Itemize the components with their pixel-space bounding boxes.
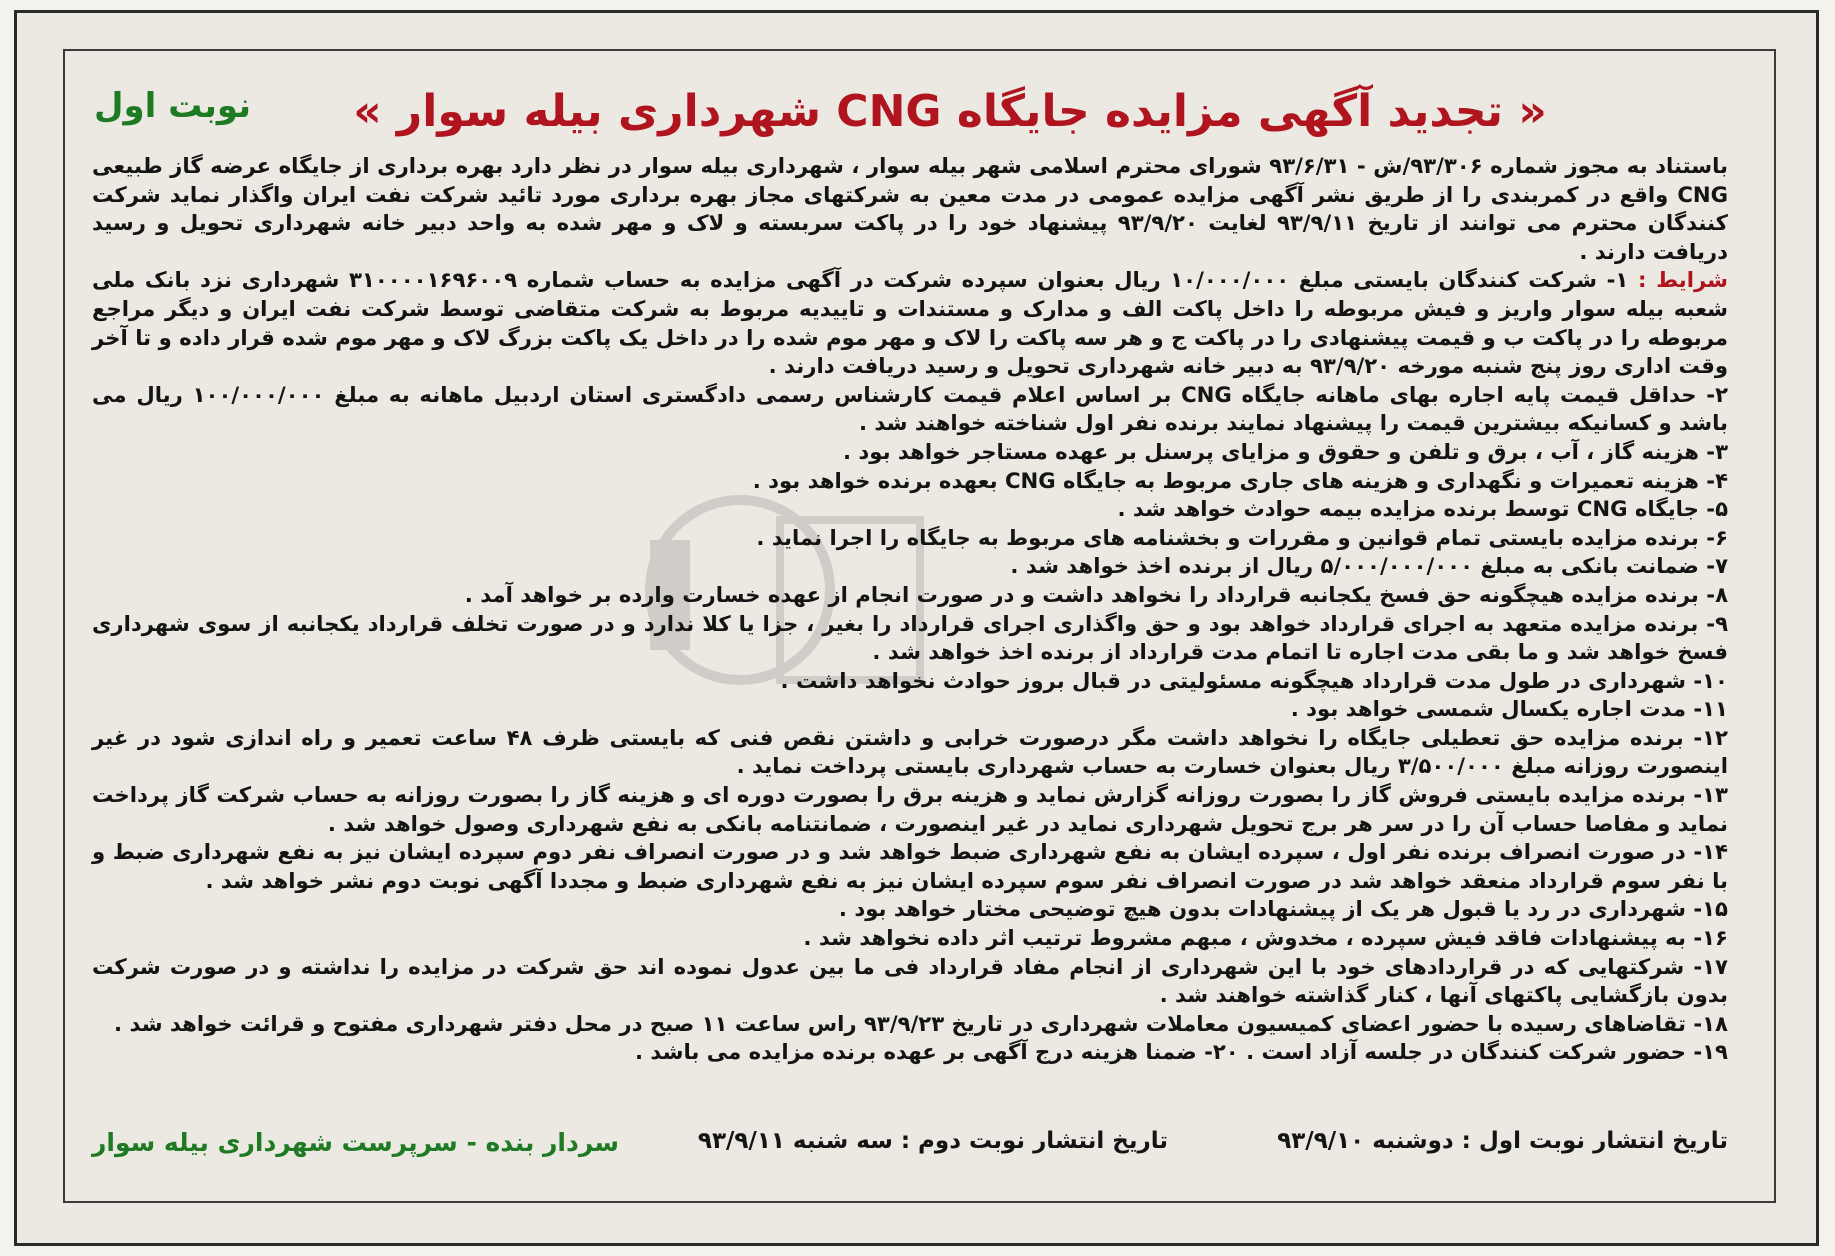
conditions-label: شرایط : <box>1637 267 1728 293</box>
ad-body <box>92 152 1728 1067</box>
intro-paragraph: باستناد به مجوز شماره ۹۳/۳۰۶/ش - ۹۳/۶/۳۱ شورای محترم اسلامی شهر بیله سوار ، شهرداری بیله سوار در نظر دارد بهره برداری از جایگاه عرضه گاز طبیعی CNG واقع در کمربندی را از طریق نشر آگهی مزایده عمومی در مدت معین به شرکتهای مجاز بهره برداری مورد تائید شرکت نفت ایران واگذار نماید شرکت کنندگان محترم می توانند از تاریخ ۹۳/۹/۱۱ لغایت ۹۳/۹/۲۰ پیشنهاد خود را در پاکت سربسته و لاک و مهر شده به واحد دبیر خانه شهرداری تحویل و رسید دریافت دارند . <box>92 153 1728 264</box>
condition-1 <box>92 266 1728 380</box>
first-publish-date: تاریخ انتشار نوبت اول : دوشنبه ۹۳/۹/۱۰ <box>1277 1128 1728 1154</box>
condition-7: ۷- ضمانت بانکی به مبلغ ۵/۰۰۰/۰۰۰/۰۰۰ ریال از برنده اخذ خواهد شد . <box>1010 553 1728 579</box>
condition-17: ۱۷- شرکتهایی که در قراردادهای خود با این شهرداری از انجام مفاد قرارداد فی ما بین عدول نموده اند حق شرکت در مزایده را نداشته و در صورت شرکت بدون بازگشایی پاکتهای آنها ، کنار گذاشته خواهند شد . <box>92 953 1728 1008</box>
condition-text: ۱- شرکت کنندگان بایستی مبلغ ۱۰/۰۰۰/۰۰۰ ریال بعنوان سپرده شرکت در آگهی مزایده به حساب شماره ۳۱۰۰۰۰۱۶۹۶۰۰۹ شهرداری نزد بانک ملی شعبه بیله سوار واریز و فیش مربوطه را داخل پاکت الف و مدارک و مستندات و تاییدیه مربوط به شرکت متقاضی توسط شرکت نفت ایران و دیگر مراجع مربوطه را در پاکت ب و قیمت پیشنهادی را در پاکت ج و هر سه پاکت را لاک و مهر موم شده را در داخل یک پاکت بزرگ لاک و مهر موم شده قرار داده و تا آخر وقت اداری روز پنج شنبه مورخه ۹۳/۹/۲۰ به دبیر خانه شهرداری تحویل و رسید دریافت دارند . <box>92 267 1728 379</box>
ad-title: « تجدید آگهی مزایده جایگاه CNG شهرداری بیله سوار » <box>353 86 1547 137</box>
condition-4: ۴- هزینه تعمیرات و نگهداری و هزینه های جاری مربوط به جایگاه CNG بعهده برنده خواهد بود . <box>752 467 1728 493</box>
condition-10: ۱۰- شهرداری در طول مدت قرارداد هیچگونه مسئولیتی در قبال بروز حوادث نخواهد داشت . <box>780 667 1728 693</box>
signature: سردار بنده - سرپرست شهرداری بیله سوار <box>92 1128 619 1157</box>
condition-5: ۵- جایگاه CNG توسط برنده مزایده بیمه حوادث خواهد شد . <box>1117 496 1728 522</box>
condition-14: ۱۴- در صورت انصراف برنده نفر اول ، سپرده ایشان به نفع شهرداری ضبط خواهد شد و در صورت انصراف نفر دوم سپرده ایشان نیز به نفع شهرداری ضبط و با نفر سوم قرارداد منعقد خواهد شد در صورت انصراف نفر سوم سپرده ایشان نیز به نفع شهرداری ضبط و مجددا آگهی نوبت دوم نشر خواهد شد . <box>92 839 1728 893</box>
condition-19-20: ۱۹- حضور شرکت کنندگان در جلسه آزاد است . ۲۰- ضمنا هزینه درج آگهی بر عهده برنده مزایده می باشد . <box>634 1039 1728 1065</box>
condition-9: ۹- برنده مزایده متعهد به اجرای قرارداد خواهد بود و حق واگذاری اجرای قرارداد را بغیر ، جزا یا کلا ندارد و در صورت تخلف قرارداد یکجانبه از سوی شهرداری فسخ خواهد شد و ما بقی مدت اجاره تا اتمام مدت قرارداد از برنده اخذ خواهد شد . <box>92 610 1728 665</box>
condition-2: ۲- حداقل قیمت پایه اجاره بهای ماهانه جایگاه CNG بر اساس اعلام قیمت کارشناس رسمی دادگستری استان اردبیل ماهانه به مبلغ ۱۰۰/۰۰۰/۰۰۰ ریال می باشد و کسانیکه بیشترین قیمت را پیشنهاد نمایند برنده نفر اول شناخته خواهند شد . <box>92 381 1729 436</box>
second-publish-date: تاریخ انتشار نوبت دوم : سه شنبه ۹۳/۹/۱۱ <box>697 1128 1168 1154</box>
condition-11: ۱۱- مدت اجاره یکسال شمسی خواهد بود . <box>1290 696 1728 722</box>
condition-8: ۸- برنده مزایده هیچگونه حق فسخ یکجانبه قرارداد را نخواهد داشت و در صورت انجام از عهده خسارت وارده بر خواهد آمد . <box>464 581 1728 607</box>
condition-6: ۶- برنده مزایده بایستی تمام قوانین و مقررات و بخشنامه های مربوط به جایگاه را اجرا نماید . <box>756 524 1728 550</box>
condition-18: ۱۸- تقاضاهای رسیده با حضور اعضای کمیسیون معاملات شهرداری در تاریخ ۹۳/۹/۲۳ راس ساعت ۱۱ صبح در محل دفتر شهرداری مفتوح و قرائت خواهد شد . <box>114 1010 1728 1036</box>
round-label: نوبت اول <box>94 86 251 126</box>
condition-16: ۱۶- به پیشنهادات فاقد فیش سپرده ، مخدوش ، مبهم مشروط ترتیب اثر داده نخواهد شد . <box>803 925 1728 951</box>
ad-footer <box>92 1128 1728 1168</box>
condition-15: ۱۵- شهرداری در رد یا قبول هر یک از پیشنهادات بدون هیچ توضیحی مختار خواهد بود . <box>838 896 1728 922</box>
condition-3: ۳- هزینه گاز ، آب ، برق و تلفن و حقوق و مزایای پرسنل بر عهده مستاجر خواهد بود . <box>843 438 1728 464</box>
condition-13: ۱۳- برنده مزایده بایستی فروش گاز را بصورت روزانه گزارش نماید و هزینه برق را بصورت دوره ای و هزینه گاز را بصورت روزانه به حساب شرکت گاز پرداخت نماید و مفاصا حساب آن را در سر هر برج تحویل شهرداری نماید در غیر اینصورت ، ضمانتنامه بانکی به نفع شهرداری وصول خواهد شد . <box>92 782 1728 836</box>
condition-12: ۱۲- برنده مزایده حق تعطیلی جایگاه را نخواهد داشت مگر درصورت خرابی و داشتن نقص فنی که بایستی ظرف ۴۸ ساعت تعمیر و راه اندازی شود در غیر اینصورت روزانه مبلغ ۳/۵۰۰/۰۰۰ ریال بعنوان خسارت به حساب شهرداری بایستی پرداخت نماید . <box>92 724 1728 779</box>
